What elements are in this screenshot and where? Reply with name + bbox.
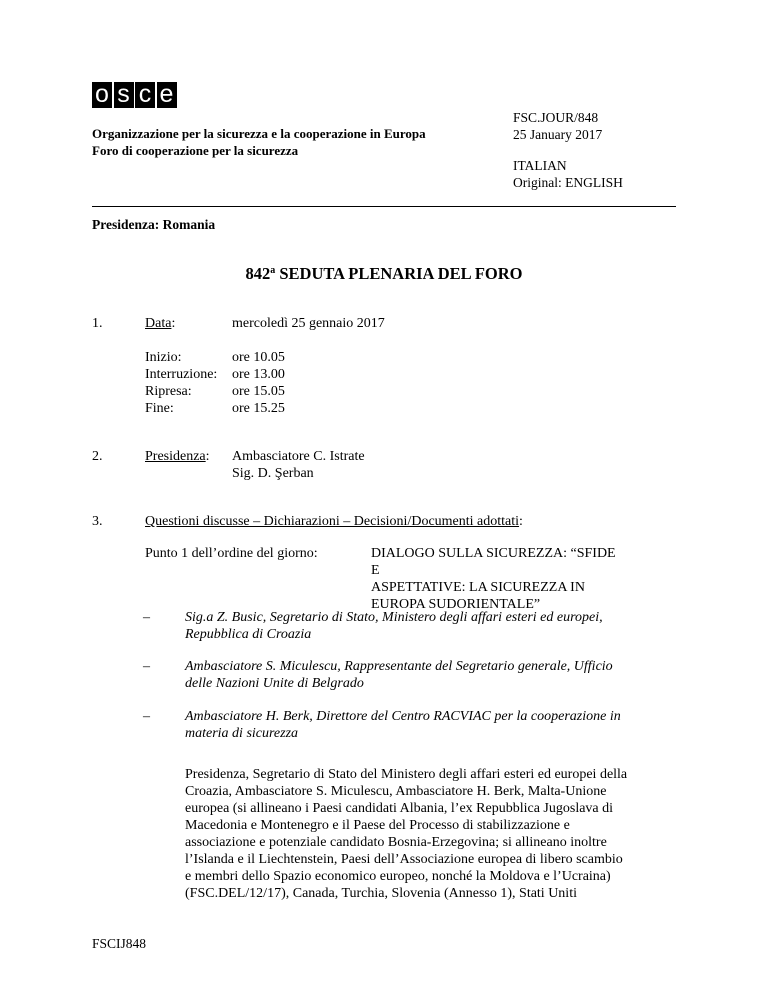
org-line-1: Organizzazione per la sicurezza e la cooperazione in Europa	[92, 126, 426, 141]
page-title	[0, 262, 768, 282]
item-2-number: 2.	[92, 449, 103, 464]
body-line-6: l’Islanda e il Liechtenstein, Paesi dell’Associazione europea di libero scambio	[185, 852, 623, 867]
time-value-resume: ore 15.05	[232, 384, 285, 399]
time-label-resume: Ripresa:	[145, 384, 192, 399]
item-1-label-text: Data	[145, 316, 172, 331]
title-text: SEDUTA PLENARIA DEL FORO	[275, 264, 523, 283]
logo-letter-o: o	[92, 82, 112, 108]
speaker-2-dash: –	[143, 659, 150, 674]
doc-original: Original: ENGLISH	[513, 175, 623, 190]
presidency-name-2: Sig. D. Şerban	[232, 466, 314, 481]
logo-letter-s: s	[114, 82, 134, 108]
agenda-title-line-3: EUROPA SUDORIENTALE”	[371, 597, 541, 612]
speaker-2-line-1: Ambasciatore S. Miculescu, Rappresentante del Segretario generale, Ufficio	[185, 659, 613, 674]
speaker-3-line-2: materia di sicurezza	[185, 726, 299, 741]
osce-logo	[92, 82, 178, 108]
header-divider	[92, 206, 676, 207]
time-label-break: Interruzione:	[145, 367, 218, 382]
presidency-name-1: Ambasciatore C. Istrate	[232, 449, 365, 464]
item-1-date-value: mercoledì 25 gennaio 2017	[232, 316, 385, 331]
item-3-heading-text: Questioni discusse – Dichiarazioni – Decisioni/Documenti adottati	[145, 514, 520, 529]
time-labels	[145, 349, 217, 417]
speaker-3-dash: –	[143, 709, 150, 724]
time-label-start: Inizio:	[145, 350, 182, 365]
doc-date: 25 January 2017	[513, 127, 603, 142]
item-3-colon: :	[519, 514, 523, 529]
speaker-2	[185, 658, 685, 692]
speaker-1-line-1: Sig.a Z. Busic, Segretario di Stato, Ministero degli affari esteri ed europei,	[185, 610, 603, 625]
agenda-title-line-1: DIALOGO SULLA SICUREZZA: “SFIDE E	[371, 546, 616, 578]
item-1-colon: :	[171, 316, 176, 331]
time-value-break: ore 13.00	[232, 367, 285, 382]
org-line-2: Foro di cooperazione per la sicurezza	[92, 143, 299, 158]
speaker-1-line-2: Repubblica di Croazia	[185, 627, 312, 642]
item-2-label-text: Presidenza	[145, 449, 206, 464]
footer-code: FSCIJ848	[92, 936, 147, 951]
time-label-end: Fine:	[145, 401, 174, 416]
body-line-4: Macedonia e Montenegro e il Paese del Processo di stabilizzazione e	[185, 818, 570, 833]
organization-name	[92, 125, 426, 159]
item-1-number: 1.	[92, 316, 103, 331]
body-line-8: (FSC.DEL/12/17), Canada, Turchia, Slovenia (Annesso 1), Stati Uniti	[185, 886, 577, 901]
speaker-1-dash: –	[143, 610, 150, 625]
time-value-end: ore 15.25	[232, 401, 285, 416]
agenda-item-label: Punto 1 dell’ordine del giorno:	[145, 546, 318, 561]
speaker-2-line-2: delle Nazioni Unite di Belgrado	[185, 676, 364, 691]
document-reference	[513, 109, 623, 191]
body-line-5: associazione e potenziale candidato Bosnia-Erzegovina; si allineano inoltre	[185, 835, 607, 850]
presidency-line: Presidenza: Romania	[92, 217, 216, 232]
doc-language: ITALIAN	[513, 158, 567, 173]
title-superscript: a	[270, 265, 276, 276]
agenda-title-line-2: ASPETTATIVE: LA SICUREZZA IN	[371, 580, 585, 595]
time-value-start: ore 10.05	[232, 350, 285, 365]
doc-ref: FSC.JOUR/848	[513, 110, 599, 125]
body-line-7: e membri dello Spazio economico europeo, nonché la Moldova e l’Ucraina)	[185, 869, 611, 884]
item-1-label	[145, 315, 175, 332]
title-number: 842	[245, 264, 271, 283]
logo-letter-c: c	[135, 82, 155, 108]
logo-letter-e: e	[157, 82, 177, 108]
speaker-3-line-1: Ambasciatore H. Berk, Direttore del Centro RACVIAC per la cooperazione in	[185, 709, 621, 724]
item-3-heading	[145, 513, 523, 530]
item-2-colon: :	[205, 449, 210, 464]
item-2-label	[145, 448, 210, 465]
speaker-3	[185, 708, 685, 742]
body-line-1: Presidenza, Segretario di Stato del Ministero degli affari esteri ed europei della	[185, 767, 628, 782]
body-line-3: europea (si allineano i Paesi candidati Albania, l’ex Repubblica Jugoslava di	[185, 801, 614, 816]
speaker-1	[185, 609, 685, 643]
time-values	[232, 349, 285, 417]
agenda-item-title	[371, 545, 621, 613]
presidency-names	[232, 448, 365, 482]
body-line-2: Croazia, Ambasciatore S. Miculescu, Ambasciatore H. Berk, Malta-Unione	[185, 784, 607, 799]
item-3-number: 3.	[92, 514, 103, 529]
statements-paragraph	[185, 766, 685, 902]
